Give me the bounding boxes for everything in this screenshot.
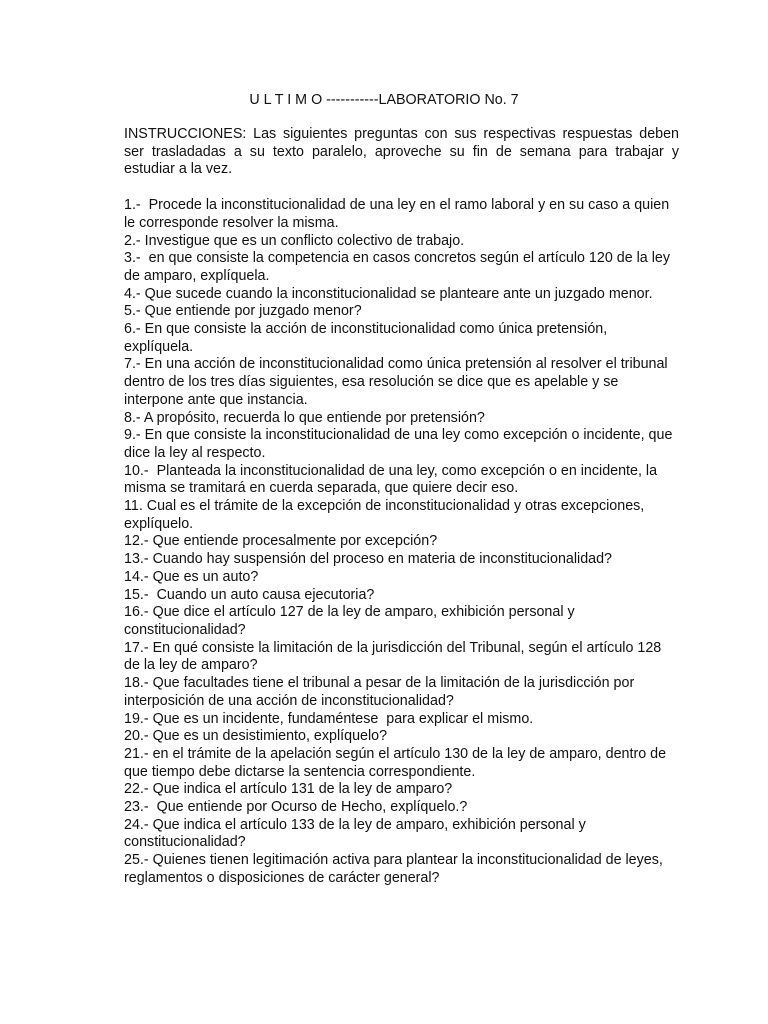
question-item: 14.- Que es un auto?: [124, 568, 259, 585]
question-item: 2.- Investigue que es un conflicto colectivo de trabajo.: [124, 232, 465, 249]
question-list: [124, 197, 679, 887]
document-body: [124, 126, 679, 888]
question-item: 8.- A propósito, recuerda lo que entiende por pretensión?: [124, 409, 485, 426]
question-item: 19.- Que es un incidente, fundaméntese para explicar el mismo.: [124, 710, 534, 727]
question-item: 25.- Quienes tienen legitimación activa para plantear la inconstitucionalidad de leyes, reglamentos o disposiciones de carácter general?: [124, 852, 667, 886]
question-item: 7.- En una acción de inconstitucionalidad como única pretensión al resolver el tribunal dentro de los tres días siguientes, esa resolución se dice que es apelable y se interpone ante que instancia.: [124, 356, 672, 408]
question-item: 22.- Que indica el artículo 131 de la ley de amparo?: [124, 781, 453, 798]
question-item: 11. Cual es el trámite de la excepción de inconstitucionalidad y otras excepciones, explíquelo.: [124, 498, 649, 532]
question-item: 10.- Planteada la inconstitucionalidad de una ley, como excepción o en incidente, la misma se tramitará en cuerda separada, que quiere decir eso.: [124, 462, 662, 497]
question-item: 12.- Que entiende procesalmente por excepción?: [124, 533, 438, 550]
question-item: 1.- Procede la inconstitucionalidad de una ley en el ramo laboral y en su caso a quien le corresponde resolver la misma.: [124, 197, 674, 231]
question-item: 24.- Que indica el artículo 133 de la ley de amparo, exhibición personal y constitucionalidad?: [124, 816, 590, 851]
document-title: U L T I M O -----------LABORATORIO No. 7: [249, 92, 519, 108]
question-item: 16.- Que dice el artículo 127 de la ley de amparo, exhibición personal y constitucionalidad?: [124, 604, 579, 638]
question-item: 13.- Cuando hay suspensión del proceso en materia de inconstitucionalidad?: [124, 551, 612, 568]
question-item: 21.- en el trámite de la apelación según el artículo 130 de la ley de amparo, dentro de que tiempo debe dictarse la sentencia correspondiente.: [124, 745, 671, 780]
question-item: 17.- En qué consiste la limitación de la jurisdicción del Tribunal, según el artículo 128 de la ley de amparo?: [124, 639, 666, 674]
question-item: 23.- Que entiende por Ocurso de Hecho, explíquelo.?: [124, 799, 468, 816]
question-item: 9.- En que consiste la inconstitucionalidad de una ley como excepción o incidente, que dice la ley al respecto.: [124, 427, 677, 461]
question-item: 5.- Que entiende por juzgado menor?: [124, 303, 362, 320]
question-item: 20.- Que es un desistimiento, explíquelo?: [124, 728, 388, 745]
instructions-paragraph: INSTRUCCIONES: Las siguientes preguntas con sus respectivas respuestas deben ser trasladadas a su texto paralelo, aproveche su fin de semana para trabajar y estudiar a la vez.: [124, 126, 679, 178]
question-item: 6.- En que consiste la acción de inconstitucionalidad como única pretensión, explíquela.: [124, 321, 612, 355]
question-item: 3.- en que consiste la competencia en casos concretos según el artículo 120 de la ley de amparo, explíquela.: [124, 250, 674, 284]
question-item: 15.- Cuando un auto causa ejecutoria?: [124, 586, 375, 603]
question-item: 18.- Que facultades tiene el tribunal a pesar de la limitación de la jurisdicción por interposición de una acción de inconstitucionalidad?: [124, 675, 639, 709]
question-item: 4.- Que sucede cuando la inconstitucionalidad se planteare ante un juzgado menor.: [124, 285, 653, 302]
